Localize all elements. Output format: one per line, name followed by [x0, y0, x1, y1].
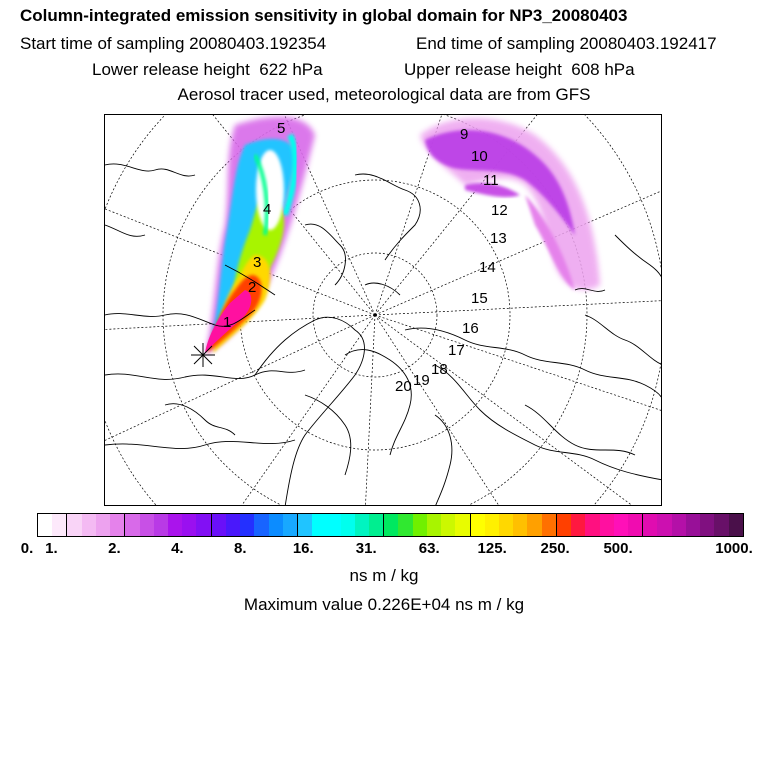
colorbar-tick-label: 0.	[20, 540, 34, 557]
colorbar-cell	[600, 514, 614, 536]
colorbar-cell	[67, 514, 81, 536]
colorbar-cell	[686, 514, 700, 536]
colorbar-cell	[527, 514, 541, 536]
time-label-9: 9	[460, 126, 469, 143]
colorbar-cell	[513, 514, 527, 536]
time-label-1: 1	[223, 314, 232, 331]
colorbar-cell	[427, 514, 441, 536]
colorbar-tick-label: 2.	[108, 540, 121, 557]
colorbar-tick-label: 4.	[171, 540, 184, 557]
colorbar-cell	[196, 514, 211, 536]
release-site-marker	[191, 343, 215, 367]
colorbar-cell	[585, 514, 599, 536]
colorbar-cell	[398, 514, 412, 536]
colorbar-cell	[326, 514, 340, 536]
colorbar-cell	[413, 514, 427, 536]
colorbar-tick-label: 63.	[418, 540, 440, 557]
upper-release-text: Upper release height 608 hPa	[404, 60, 635, 79]
colorbar	[37, 513, 744, 537]
colorbar-cell	[82, 514, 96, 536]
colorbar-cell	[571, 514, 585, 536]
map-canvas	[105, 115, 662, 506]
colorbar-cell	[499, 514, 513, 536]
colorbar-cell	[369, 514, 384, 536]
end-time-text: End time of sampling 20080403.192417	[416, 34, 717, 53]
time-label-17: 17	[448, 342, 465, 359]
time-label-14: 14	[479, 259, 496, 276]
time-label-12: 12	[491, 202, 508, 219]
time-label-3: 3	[253, 254, 262, 271]
time-label-10: 10	[471, 148, 488, 165]
colorbar-cell	[384, 514, 398, 536]
colorbar-tick-label: 16.	[292, 540, 314, 557]
colorbar-tick-label: 500.	[603, 540, 633, 557]
colorbar-cell	[212, 514, 226, 536]
time-label-2: 2	[248, 279, 257, 296]
colorbar-cell	[168, 514, 182, 536]
figure-title: Column-integrated emission sensitivity in global domain for NP3_20080403	[20, 6, 628, 25]
colorbar-cell	[312, 514, 326, 536]
colorbar-cell	[672, 514, 686, 536]
colorbar-cell	[628, 514, 643, 536]
colorbar-cell	[52, 514, 67, 536]
colorbar-cell	[614, 514, 628, 536]
colorbar-cell	[441, 514, 455, 536]
colorbar-cell	[643, 514, 657, 536]
colorbar-cell	[154, 514, 168, 536]
colorbar-cell	[455, 514, 470, 536]
colorbar-cell	[700, 514, 714, 536]
time-label-19: 19	[413, 372, 430, 389]
lower-release-text: Lower release height 622 hPa	[92, 60, 323, 79]
colorbar-cell	[298, 514, 312, 536]
colorbar-cell	[182, 514, 196, 536]
tracer-note-text: Aerosol tracer used, meteorological data are from GFS	[177, 85, 591, 104]
colorbar-cell	[140, 514, 154, 536]
colorbar-cell	[254, 514, 268, 536]
time-label-4: 4	[263, 201, 272, 218]
time-label-11: 11	[483, 172, 499, 189]
colorbar-tick-label: 31.	[355, 540, 377, 557]
colorbar-cell	[341, 514, 355, 536]
colorbar-cell	[283, 514, 298, 536]
colorbar-cell	[269, 514, 283, 536]
graticule	[105, 115, 662, 506]
map-panel	[104, 114, 662, 506]
colorbar-tick-label: 1000.	[715, 540, 753, 557]
colorbar-cell	[226, 514, 240, 536]
start-time-text: Start time of sampling 20080403.192354	[20, 34, 327, 53]
colorbar-cell	[240, 514, 254, 536]
colorbar-tick-label: 1.	[45, 540, 58, 557]
colorbar-cell	[38, 514, 52, 536]
colorbar-cell	[110, 514, 125, 536]
time-label-20: 20	[395, 378, 412, 395]
maximum-value-text: Maximum value 0.226E+04 ns m / kg	[243, 595, 525, 614]
colorbar-cell	[485, 514, 499, 536]
time-label-15: 15	[471, 290, 488, 307]
colorbar-cell	[471, 514, 485, 536]
sensitivity-plume-east	[420, 118, 600, 290]
time-label-18: 18	[431, 361, 448, 378]
colorbar-tick-label: 250.	[540, 540, 570, 557]
colorbar-cell	[542, 514, 557, 536]
colorbar-tick-labels	[0, 540, 768, 560]
colorbar-cell	[729, 514, 743, 536]
colorbar-cell	[557, 514, 571, 536]
colorbar-tick-label: 8.	[234, 540, 247, 557]
colorbar-tick-label: 125.	[477, 540, 507, 557]
time-label-13: 13	[490, 230, 507, 247]
time-label-16: 16	[462, 320, 479, 337]
colorbar-units: ns m / kg	[349, 566, 419, 585]
time-label-5: 5	[277, 120, 286, 137]
colorbar-cell	[657, 514, 671, 536]
colorbar-cell	[125, 514, 139, 536]
colorbar-cell	[714, 514, 728, 536]
colorbar-cell	[355, 514, 369, 536]
colorbar-cell	[96, 514, 110, 536]
